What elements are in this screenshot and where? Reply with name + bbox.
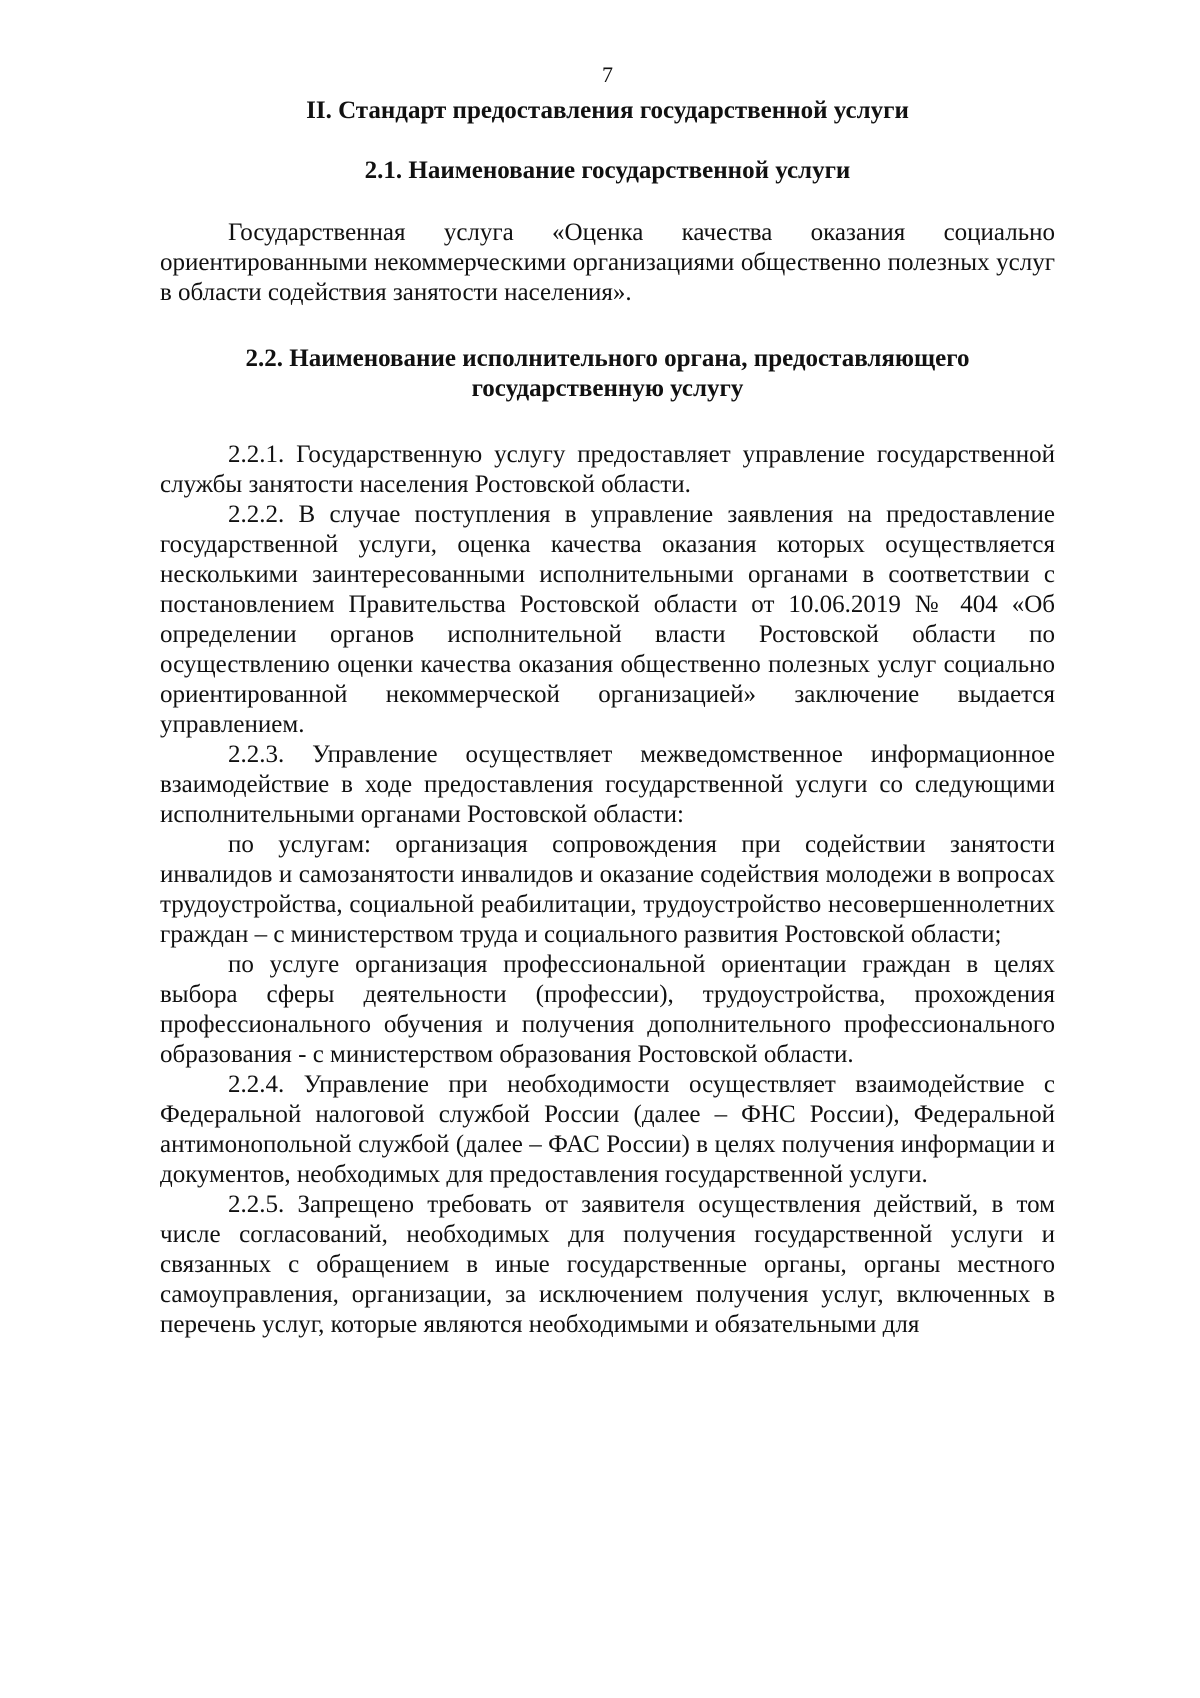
paragraph-2-2-1: 2.2.1. Государственную услугу предоставляет управление государственной службы занятости населения Ростовской области. xyxy=(160,441,1055,498)
paragraph-service-name: Государственная услуга «Оценка качества оказания социально ориентированными некоммерческими организациями общественно полезных услуг в области содействия занятости населения». xyxy=(160,219,1055,306)
paragraph-2-2-2: 2.2.2. В случае поступления в управление заявления на предоставление государственной услуги, оценка качества оказания которых осуществляется несколькими заинтересованными исполнительными органами в соответствии с постановлением Правительства Ростовской области от 10.06.2019 № 404 «Об определении органов исполнительной власти Ростовской области по осуществлению оценки качества оказания общественно полезных услуг социально ориентированной некоммерческой организацией» заключение выдается управлением. xyxy=(160,501,1055,738)
document-page xyxy=(160,60,1055,1340)
subsection-heading-2-2: 2.2. Наименование исполнительного органа, предоставляющего государственную услугу xyxy=(245,345,970,402)
page-number: 7 xyxy=(602,62,613,87)
paragraph-2-2-5: 2.2.5. Запрещено требовать от заявителя осуществления действий, в том числе согласований, необходимых для получения государственной услуги и связанных с обращением в иные государственные органы, органы местного самоуправления, организации, за исключением получения услуг, включенных в перечень услуг, которые являются необходимыми и обязательными для xyxy=(160,1191,1055,1338)
paragraph-services-education-ministry: по услуге организация профессиональной ориентации граждан в целях выбора сферы деятельности (профессии), трудоустройства, прохождения профессионального обучения и получения дополнительного профессионального образования - с министерством образования Ростовской области. xyxy=(160,951,1055,1068)
paragraph-services-labor-ministry: по услугам: организация сопровождения при содействии занятости инвалидов и самозанятости инвалидов и оказание содействия молодежи в вопросах трудоустройства, социальной реабилитации, трудоустройство несовершеннолетних граждан – с министерством труда и социального развития Ростовской области; xyxy=(160,831,1055,948)
paragraph-2-2-3: 2.2.3. Управление осуществляет межведомственное информационное взаимодействие в ходе предоставления государственной услуги со следующими исполнительными органами Ростовской области: xyxy=(160,741,1055,828)
section-heading: II. Стандарт предоставления государственной услуги xyxy=(306,97,909,124)
subsection-heading-2-1: 2.1. Наименование государственной услуги xyxy=(364,157,851,184)
paragraph-2-2-4: 2.2.4. Управление при необходимости осуществляет взаимодействие с Федеральной налоговой службой России (далее – ФНС России), Федеральной антимонопольной службой (далее – ФАС России) в целях получения информации и документов, необходимых для предоставления государственной услуги. xyxy=(160,1071,1055,1188)
